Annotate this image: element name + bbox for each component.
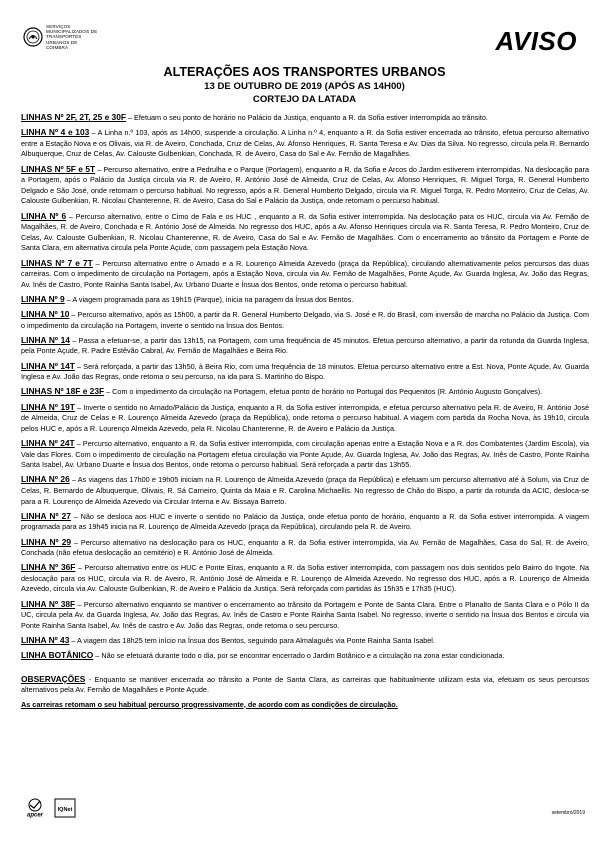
route-item [21,562,589,595]
observations [21,674,589,696]
route-text: – Passa a efetuar-se, a partir das 13h15, na Portagem, com uma frequência de 45 minutos. Efetua percurso alternativo, a partir da rotunda da Guarda Inglesa, pela Ponte Açude, R. Padre Estêvão Cabral, Av. Fernão de Magalhães e Beira Rio. [21,335,590,356]
route-label: LINHA Nº 14T [21,360,75,371]
iqnet-badge-icon [54,798,76,818]
route-text: – Percurso alternativo, enquanto a R. da Sofia estiver interrompida, com circulação apenas entre a Estação Nova e a R. dos Combatentes (Jardim Escola), via Vale das Flores. Com o impedimento de circulação na Portagem efetua circulação via Ponte Açude, Av. Guarda Inglesa, Av. João das Regras, Av. Inês de Castro, Ponte Rainha Santa Isabel, Av. Urbano Duarte e Ínsua dos Bentos, onde retoma o percurso habitual. Será reforçada a partir das 13h55. [21,438,590,470]
logo-line: SERVIÇOS [46,24,71,29]
logo-line: COIMBRA [46,44,69,50]
route-label: LINHA Nº 6 [21,210,67,221]
route-label: LINHAS Nº 2F, 2T, 25 e 30F [21,112,126,122]
logo-line: TRANSPORTES [46,34,82,40]
route-text: – Com o impedimento da circulação na Portagem, efetua ponto de horário no Portugal dos Pequenitos (R. António Augusto Gonçalves). [104,387,543,397]
page-event: CORTEJO DA LATADA [252,94,357,105]
titles [0,64,609,106]
route-text: – Percurso alternativo, após as 15h00, a partir da R. General Humberto Delgado, via S. José e R. do Brasil, com inversão de marcha no Palácio da Justiça. Com o impedimento da circulação na Portagem, inverte o sentido na Ínsua dos Bentos. [21,310,589,330]
observations-label: OBSERVAÇÕES [21,673,86,684]
route-item [21,438,589,471]
route-text: – As viagens das 17h00 e 19h05 iniciam na R. Lourenço de Almeida Azevedo (praça da República) e efetuam um percurso alternativo até à Solum, via Cruz de Celas, R. Bernardo de Albuquerque, Olivais, R. Sá Carneiro, Quinta da Maia e R. Carolina Michaellis. No regresso de Chão do Bispo, a partir da rotunda da ACIC, desloca-se para a R. Lourenço de Almeida Azevedo via Circular Interna e Av. Bissaya Barreto. [21,475,590,506]
observations-note: As carreiras retomam o seu habitual percurso progressivamente, de acordo com as condições de circulação. [21,699,398,709]
route-text: – Percurso alternativo entre o Arnado e a R. Lourenço Almeida Azevedo (praça da República), circulando alternativamente pelos percursos das duas carreiras. Com o impedimento de circulação na Portagem, após a Estação Nova, circula via Av. Fernão de Magalhães, Ponte Açude, Av. Guarda Inglesa, Av. João das Regras, Av. Inês de Castro, Ponte Rainha Santa Isabel, Av. Urbano Duarte e Ínsua dos Bentos, onde retoma o percurso habitual. [21,258,589,289]
route-label: LINHA BOTÂNICO [21,650,94,661]
route-text: – Não se desloca aos HUC e inverte o sentido no Palácio da Justiça, onde efetua ponto de horário, enquanto a R. da Sofia estiver interrompida. A viagem programada para as 19h45 inicia na R. Lourenço de Almeida Azevedo (praça da República), circulando pela R. de Aveiro. [21,511,589,532]
route-label: LINHA Nº 24T [21,437,75,448]
iqnet-badge-text: IQNet [57,807,73,813]
route-label: LINHA Nº 43 [21,635,70,646]
route-label: LINHA Nº 10 [21,309,70,320]
route-label: LINHA Nº 36F [21,562,76,573]
route-text: – Efetuam o seu ponto de horário no Palácio da Justiça, enquanto a R. da Sofia estiver interrompida ao trânsito. [126,113,488,122]
route-item [21,474,589,507]
route-label: LINHAS Nº 5F e 5T [21,163,96,174]
footer [20,792,585,818]
route-text: – Não se efetuará durante todo o dia, por se encontrar encerrado o Jardim Botânico e a circulação na zona estar condicionada. [93,651,505,661]
route-label: LINHA Nº 29 [21,536,72,547]
route-item [21,386,589,398]
route-item [21,211,589,254]
route-item [21,309,589,331]
page-date: 13 DE OUTUBRO DE 2019 (APÓS AS 14H00) [204,81,405,92]
route-text: – Será reforçada, a partir das 13h50, à Beira Rio, com uma frequência de 18 minutos. Efetua percurso alternativo entre a Est. Nova, Ponte Açude, Av. Guarda Inglesa e Av. João das Regras, onde retoma o seu percurso, na ida para S. Martinho do Bispo. [21,361,589,382]
page-title: ALTERAÇÕES AOS TRANSPORTES URBANOS [163,65,446,79]
route-label: LINHA Nº 38F [21,598,76,609]
logo-line: MUNICIPALIZADOS DE [46,29,98,35]
route-text: – Inverte o sentido no Arnado/Palácio da Justiça, enquanto a R. da Sofia estiver interrompida, e efetua percurso alternativo pela R. de Aveiro, R. António José de Almeida, Cruz de Celas e R. Lourenço Almeida Azevedo (praça da República), onde retoma o percurso habitual. A viagem com partida da Rocha Nova, às 19h10, circula pelos HUC e, após a R. Lourenço Almeida Azevedo, pela R. Nicolau Chanterenne, R. de Aveiro e Palácio da Justiça. [21,402,589,433]
notice-heading: AVISO [495,26,577,56]
route-item [21,635,589,647]
route-text: – Percurso alternativo enquanto se mantiver o encerramento ao trânsito da Portagem e Ponte de Santa Clara. Entre o Planalto de Santa Clara e o Pólo II da UC, circula pela Av. da Guarda Inglesa, Av. João das Regras, Av. Inês de Castro e Ponte Rainha Santa Isabel. No regresso, inverte o sentido na Ínsua dos Bentos e circula via Ponte Rainha Santa Isabel, Av. Inês de castro e Av. João das Regras, onde retoma o seu percurso. [21,599,589,630]
route-item [21,294,589,306]
route-text: – Percurso alternativo na deslocação para os HUC, enquanto a R. da Sofia estiver interrompida, via Av. Fernão de Magalhães, Casa do Sal, R. de Aveiro, Conchada (não efetua deslocação ao cemitério) e R. António José de Almeida. [21,537,589,558]
route-label: LINHAS Nº 18F e 23F [21,386,105,397]
logo-text [46,24,97,50]
apcer-badge-icon [20,798,50,818]
apcer-badge-text: apcer [26,812,44,818]
route-item [21,127,589,160]
route-text: – Percurso alternativo entre os HUC e Ponte Eiras, enquanto a R. da Sofia estiver interrompida, com passagem nos dois sentidos pelo Bairro do Ingote. Na deslocação para os HUC, circula via R. de Aveiro, R. António José de Almeida e R. Lourenço de Almeida Azevedo. No regresso dos HUC, após a R. Lourenço de Almeida Azevedo, circula via Av. Calouste Gulbenkian, R. de Aveiro e Palácio da Justiça. Será reforçada com partidas às 15h35 e 17h35 (HUC). [21,563,589,594]
route-text: – A viagem das 18h25 tem início na Ínsua dos Bentos, seguindo para Almalaguês via Ponte Rainha Santa Isabel. [69,636,435,646]
route-item [21,511,589,533]
route-item [21,537,589,559]
route-text: – A viagem programada para as 19h15 (Parque), inicia na paragem da Ínsua dos Bentos. [64,294,354,304]
route-item [21,402,589,435]
header [23,24,583,54]
route-item [21,112,589,124]
route-item [21,650,589,662]
route-item [21,164,589,207]
route-item [21,599,589,632]
logo-line: URBANOS DE [46,39,78,45]
smtuc-logo [23,24,97,50]
route-label: LINHA Nº 26 [21,474,70,485]
route-label: LINHA Nº 27 [21,510,71,521]
certification-badges [20,798,76,818]
route-item [21,361,589,383]
route-label: LINHAS Nº 7 e 7T [21,257,93,268]
issue-date: setembro/2019 [551,810,585,816]
smtuc-emblem-icon [23,27,43,47]
route-label: LINHA Nº 9 [21,293,65,304]
route-text: – Percurso alternativo, entre o Cimo de Fala e os HUC , enquanto a R. da Sofia estiver interrompida. Na deslocação para os HUC, circula via Av. Fernão de Magalhães, R. de Aveiro, Conchada e R. António José de Almeida. No regresso dos HUC, após a Av. Afonso Henriques circula via R. Santa Teresa, R. Pedro Monteiro, Cruz de Celas, Av. Calouste Gulbenkian, R. Nicolau Chanterenne, R. de Aveiro, Casa do Sal e Av. Fernão de Magalhães. Com o encerramento ao trânsito da Portagem e Ponte de Santa Clara, em alternativa circula pela Ponte Açude, com passagem pela Estação Nova. [21,211,589,253]
observations-text: - Enquanto se mantiver encerrada ao trânsito a Ponte de Santa Clara, as carreiras que habitualmente utilizam esta via, efetuam os seus percursos alternativos pela Av. Fernão de Magalhães e Ponte Açude. [21,674,589,695]
route-label: LINHA Nº 19T [21,401,75,412]
route-label: LINHA Nº 4 e 103 [21,127,90,138]
route-item [21,258,589,291]
route-text: – A Linha n.º 103, após as 14h00, suspende a circulação. A Linha n.º 4, enquanto a R. da Sofia estiver encerrada ao trânsito, efetua percurso alternativo entre a Estação Nova e os Olivais, via R. de Aveiro, Conchada, Cruz de Celas, Av. Afonso Henriques, R. Santa Teresa e Av. Dias da Silva. No regresso, circula pela R. Bernardo Albuquerque, Cruz de Celas, Av. Calouste Gulbenkian, Conchada, R. de Aveiro, Casa do Sal e Av. Fernão de Magalhães. [21,128,589,159]
route-text: – Percurso alternativo, entre a Pedrulha e o Parque (Portagem), enquanto a R. da Sofia e Arcos do Jardim estiverem interrompidas. Na deslocação para a Portagem, após o Palácio da Justiça circula via R. de Aveiro, R. António José de Almeida, Cruz de Celas, Av. Afonso Henriques, R. Miguel Torga, R. General Humberto Delgado e São José, onde retomam o percurso habitual. No regresso, após a R. General Humberto Delgado, circula via R. Miguel Torga, R. Pedro Monteiro, Cruz de Celas, Av. Calouste Gulbenkian, R. Nicolau Chanterenne, R. de Aveiro, Casa do Sal e Palácio da Justiça, onde retomam o percurso habitual. [21,164,589,206]
route-label: LINHA Nº 14 [21,334,70,345]
notice-body [21,112,589,714]
route-item [21,335,589,357]
